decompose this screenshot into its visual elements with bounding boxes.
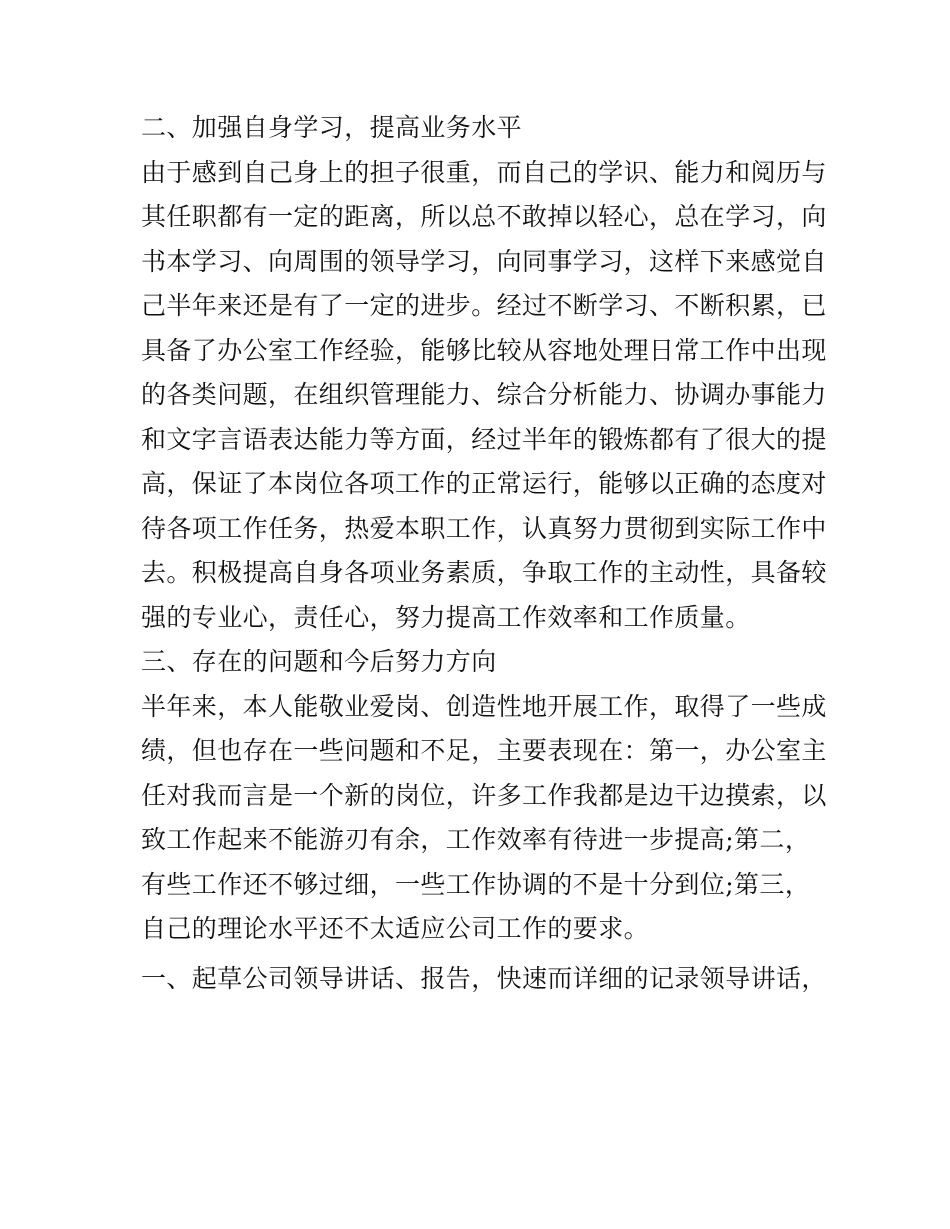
list-item-line: 一、起草公司领导讲话、报告，快速而详细的记录领导讲话， — [141, 963, 827, 993]
paragraph-line: 的各类问题，在组织管理能力、综合分析能力、协调办事能力 — [141, 380, 827, 409]
paragraph-line: 由于感到自己身上的担子很重，而自己的学识、能力和阅历与 — [141, 157, 827, 187]
paragraph-line: 书本学习、向周围的领导学习，向同事学习，这样下来感觉自 — [141, 246, 827, 276]
paragraph-line: 去。积极提高自身各项业务素质，争取工作的主动性，具备较 — [141, 558, 827, 587]
paragraph-line: 其任职都有一定的距离，所以总不敢掉以轻心，总在学习，向 — [141, 202, 827, 231]
paragraph-line: 绩，但也存在一些问题和不足，主要表现在：第一，办公室主 — [141, 736, 827, 765]
paragraph-line: 和文字言语表达能力等方面，经过半年的锻炼都有了很大的提 — [141, 424, 827, 454]
paragraph-line: 己半年来还是有了一定的进步。经过不断学习、不断积累，已 — [141, 291, 827, 320]
paragraph-line: 有些工作还不够过细，一些工作协调的不是十分到位;第三， — [141, 869, 811, 899]
paragraph-line: 具备了办公室工作经验，能够比较从容地处理日常工作中出现 — [141, 335, 827, 365]
paragraph-line: 强的专业心，责任心，努力提高工作效率和工作质量。 — [141, 602, 751, 632]
section-heading-3: 三、存在的问题和今后努力方向 — [141, 647, 497, 676]
section-heading-2: 二、加强自身学习，提高业务水平 — [141, 113, 523, 142]
paragraph-line: 高，保证了本岗位各项工作的正常运行，能够以正确的态度对 — [141, 469, 827, 498]
paragraph-line: 致工作起来不能游刃有余，工作效率有待进一步提高;第二， — [141, 825, 811, 854]
document-body — [141, 106, 827, 1001]
paragraph-line: 任对我而言是一个新的岗位，许多工作我都是边干边摸索，以 — [141, 780, 827, 810]
paragraph-line: 半年来，本人能敬业爱岗、创造性地开展工作，取得了一些成 — [141, 691, 827, 721]
paragraph-line: 待各项工作任务，热爱本职工作，认真努力贯彻到实际工作中 — [141, 513, 827, 543]
paragraph-line: 自己的理论水平还不太适应公司工作的要求。 — [141, 914, 650, 943]
